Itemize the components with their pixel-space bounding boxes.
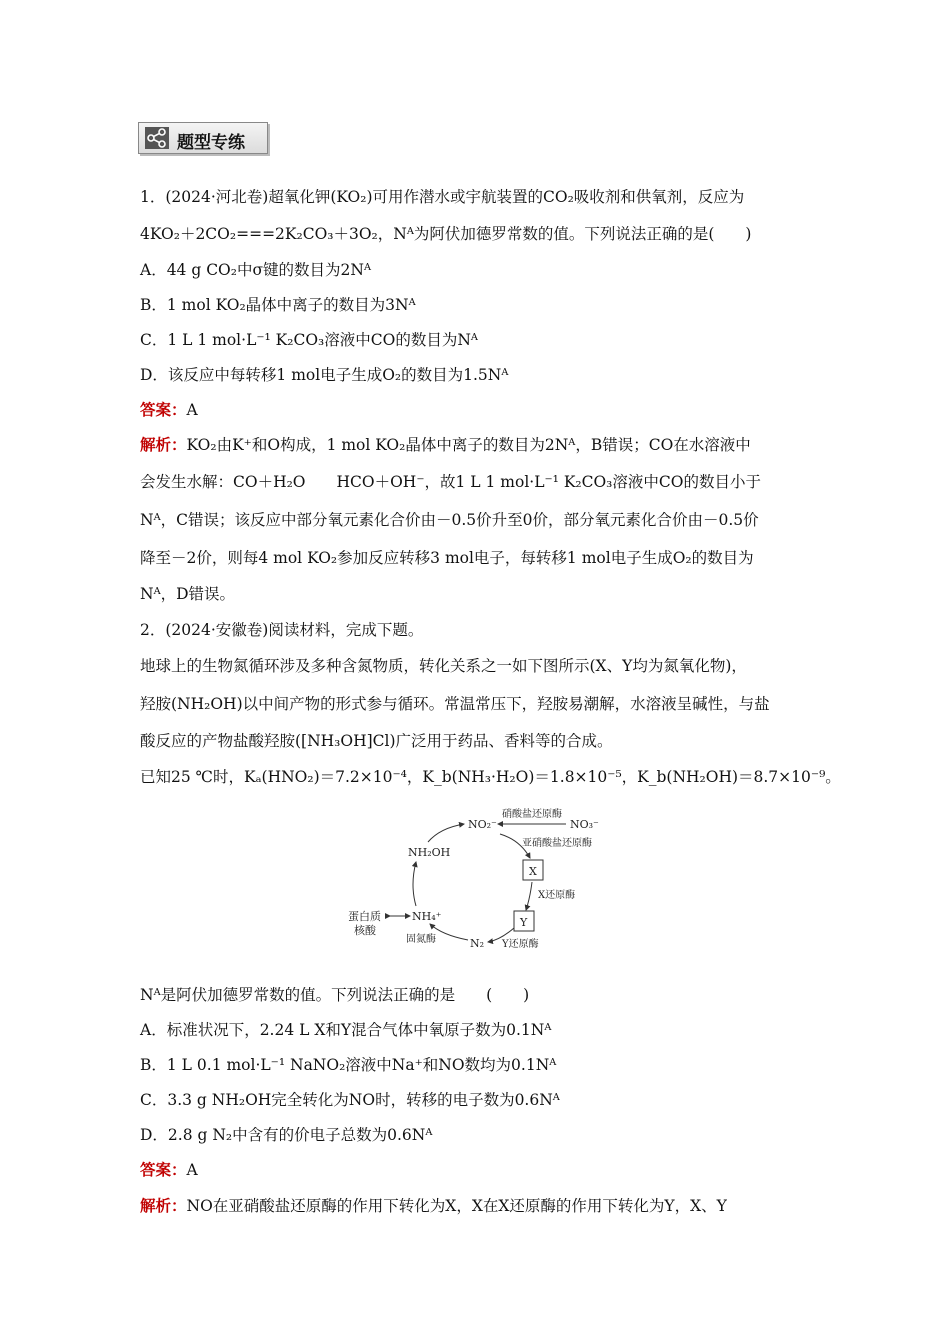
q2-option-c: C．3.3 g NH₂OH完全转化为NO时，转移的电子数为0.6Nᴬ — [140, 1091, 560, 1109]
label-y: Y — [520, 916, 528, 929]
q2-option-d: D．2.8 g N₂中含有的价电子总数为0.6Nᴬ — [140, 1126, 433, 1144]
q1-analysis-label: 解析： — [140, 435, 187, 454]
q2-material-line2: 羟胺(NH₂OH)以中间产物的形式参与循环。常温常压下，羟胺易潮解，水溶液呈碱性，与盐 — [140, 695, 770, 713]
arrow-nh2oh-to-no2 — [428, 824, 464, 842]
q1-option-c: C．1 L 1 mol·L⁻¹ K₂CO₃溶液中CO的数目为Nᴬ — [140, 331, 478, 349]
q1-stem-line1: 1．(2024·河北卷)超氧化钾(KO₂)可用作潜水或宇航装置的CO₂吸收剂和供氧剂，反应为 — [140, 188, 745, 206]
label-y-enzyme: Y还原酶 — [502, 939, 539, 950]
q1-analysis-line1 — [140, 435, 751, 455]
q2-option-b: B．1 L 0.1 mol·L⁻¹ NaNO₂溶液中Na⁺和NO数均为0.1Nᴬ — [140, 1056, 557, 1074]
q1-answer-value: A — [186, 401, 198, 419]
share-nodes-icon — [145, 127, 169, 153]
label-nucleic: 核酸 — [354, 924, 376, 937]
q2-analysis-label: 解析： — [140, 1196, 187, 1215]
label-x: X — [529, 865, 537, 878]
q1-analysis-line3: Nᴬ，C错误；该反应中部分氧元素化合价由－0.5价升至0价，部分氧元素化合价由－0.5价 — [140, 511, 759, 529]
q2-option-a: A．标准状况下，2.24 L X和Y混合气体中氧原子数为0.1Nᴬ — [140, 1021, 552, 1039]
q2-material-line1: 地球上的生物氮循环涉及多种含氮物质，转化关系之一如下图所示(X、Y均为氮氧化物)， — [140, 657, 747, 675]
label-x-enzyme: X还原酶 — [538, 890, 576, 901]
arrow-x-to-y — [526, 882, 532, 910]
label-nitrogenase: 固氮酶 — [406, 934, 436, 945]
section-banner — [138, 122, 268, 154]
q2-analysis-line1 — [140, 1196, 727, 1216]
q2-answer-value: A — [186, 1161, 198, 1179]
q1-analysis-line2: 会发生水解：CO＋H₂O HCO＋OH⁻，故1 L 1 mol·L⁻¹ K₂CO₃溶液中CO的数目小于 — [140, 473, 761, 491]
q1-option-a: A．44 g CO₂中σ键的数目为2Nᴬ — [140, 261, 372, 279]
q1-analysis-line4: 降至－2价，则每4 mol KO₂参加反应转移3 mol电子，每转移1 mol电子生成O₂的数目为 — [140, 549, 754, 567]
q2-analysis-text1: NO在亚硝酸盐还原酶的作用下转化为X，X在X还原酶的作用下转化为Y，X、Y — [186, 1197, 727, 1215]
q2-answer — [140, 1160, 198, 1180]
label-protein: 蛋白质 — [348, 910, 381, 923]
label-nitrite-enzyme: 亚硝酸盐还原酶 — [522, 838, 592, 849]
q1-analysis-text1: KO₂由K⁺和O构成，1 mol KO₂晶体中离子的数目为2Nᴬ，B错误；CO在水溶液中 — [186, 436, 751, 454]
q1-option-d: D．该反应中每转移1 mol电子生成O₂的数目为1.5Nᴬ — [140, 366, 509, 384]
q2-question: Nᴬ是阿伏加德罗常数的值。下列说法正确的是 ( ) — [140, 986, 530, 1004]
q2-material-line3: 酸反应的产物盐酸羟胺([NH₃OH]Cl)广泛用于药品、香料等的合成。 — [140, 732, 613, 750]
label-nitrate-enzyme: 硝酸盐还原酶 — [502, 809, 562, 820]
q1-answer — [140, 400, 198, 420]
label-n2: N₂ — [470, 937, 485, 950]
q1-answer-label: 答案： — [140, 400, 187, 419]
arrow-nh4-to-nh2oh — [413, 862, 416, 906]
q1-stem-line2: 4KO₂＋2CO₂===2K₂CO₃＋3O₂，Nᴬ为阿伏加德罗常数的值。下列说法正确的是( ) — [140, 225, 752, 243]
q1-analysis-line5: Nᴬ，D错误。 — [140, 585, 236, 603]
label-nh4: NH₄⁺ — [412, 910, 442, 923]
q1-option-b: B．1 mol KO₂晶体中离子的数目为3Nᴬ — [140, 296, 416, 314]
label-no2: NO₂⁻ — [468, 818, 497, 831]
q2-stem: 2．(2024·安徽卷)阅读材料，完成下题。 — [140, 621, 424, 639]
label-nh2oh: NH₂OH — [408, 846, 451, 859]
nitrogen-cycle-diagram — [330, 800, 630, 960]
q2-answer-label: 答案： — [140, 1160, 187, 1179]
banner-title: 题型专练 — [177, 133, 245, 153]
q2-known: 已知25 ℃时，Kₐ(HNO₂)＝7.2×10⁻⁴，K_b(NH₃·H₂O)＝1.8×10⁻⁵，K_b(NH₂OH)＝8.7×10⁻⁹。 — [140, 768, 841, 786]
label-no3: NO₃⁻ — [570, 818, 599, 831]
